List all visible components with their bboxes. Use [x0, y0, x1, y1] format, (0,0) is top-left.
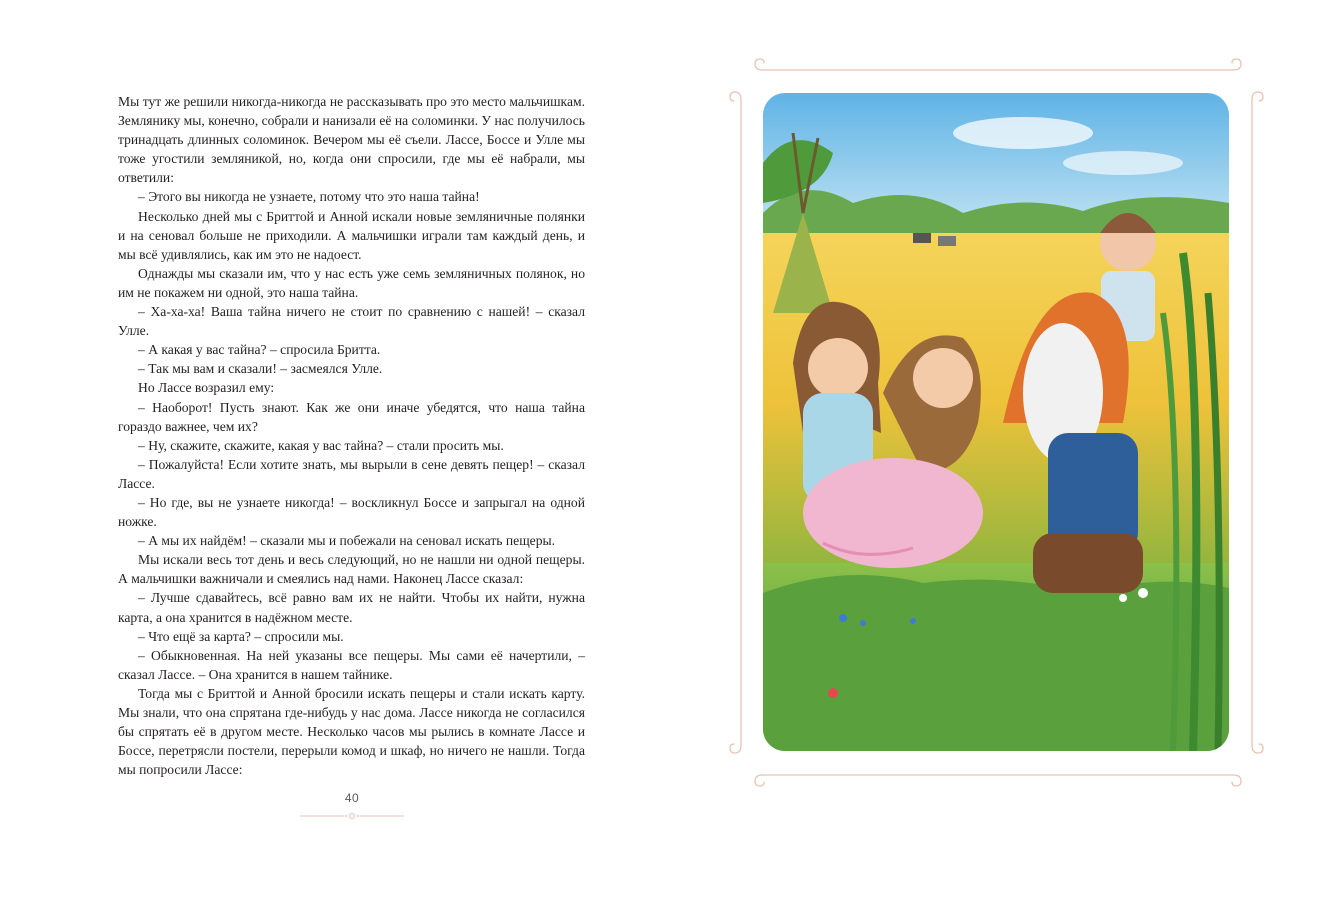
paragraph: – Этого вы никогда не узнаете, потому что это наша тайна! — [138, 189, 480, 205]
children-in-meadow-illustration — [763, 93, 1229, 751]
illustration-art — [763, 93, 1229, 751]
paragraph: Несколько дней мы с Бриттой и Анной искали новые земляничные полянки и на сеновал больше не приходили. А мальчишки играли там каждый день, и мы всё удивлялись, как им это не надоест. — [118, 208, 585, 262]
paragraph: – Но где, вы не узнаете никогда! – воскликнул Боссе и запрыгал на одной ножке. — [118, 494, 585, 530]
paragraph: – А какая у вас тайна? – спросила Бритта. — [138, 342, 381, 358]
paragraph: Но Лассе возразил ему: — [138, 380, 275, 396]
paragraph: – Так мы вам и сказали! – засмеялся Улле. — [138, 361, 383, 377]
paragraph: – Что ещё за карта? – спросили мы. — [138, 628, 344, 644]
paragraph: Тогда мы с Бриттой и Анной бросили искать пещеры и стали искать карту. Мы знали, что она спрятана где-нибудь у нас дома. Лассе никогда не согласился бы спрятать её в другом месте. Несколько часов мы рылись в комнате Лассе и Боссе, перетрясли постели, перерыли комод и шкаф, но ничего не нашли. Тогда мы попросили Лассе: — [118, 685, 585, 778]
paragraph: Мы тут же решили никогда-никогда не рассказывать про это место мальчишкам. Землянику мы, конечно, собрали и нанизали её на соломинки. У нас получилось тринадцать длинных соломинок. Вечером мы её съели. Лассе, Боссе и Улле мы тоже угостили земляникой, но, когда они спросили, где мы её набрали, мы ответили: — [118, 94, 585, 186]
paragraph: – Ну, скажите, скажите, какая у вас тайна? – стали просить мы. — [138, 437, 504, 453]
paragraph: – Обыкновенная. На ней указаны все пещеры. Мы сами её начертили, – сказал Лассе. – Она хранится в нашем тайнике. — [118, 647, 585, 682]
right-page — [663, 0, 1326, 900]
paragraph: Однажды мы сказали им, что у нас есть уже семь земляничных полянок, но им не покажем ни одной, это наша тайна. — [118, 265, 585, 300]
paragraph: – Ха-ха-ха! Ваша тайна ничего не стоит по сравнению с нашей! – сказал Улле. — [118, 304, 585, 339]
paragraph: – А мы их найдём! – сказали мы и побежали на сеновал искать пещеры. — [138, 533, 556, 549]
paragraph: – Пожалуйста! Если хотите знать, мы вырыли в сене девять пещер! – сказал Лассе. — [118, 456, 585, 491]
paragraph: – Лучше сдавайтесь, всё равно вам их не найти. Чтобы их найти, нужна карта, а она хранится в надёжном месте. — [118, 590, 585, 625]
page-number-ornament — [300, 812, 404, 820]
paragraph: Мы искали весь тот день и весь следующий, но не нашли ни одной пещеры. А мальчишки важничали и смеялись над нами. Наконец Лассе сказал: — [118, 552, 585, 587]
paragraph: – Наоборот! Пусть знают. Как же они иначе убедятся, что наша тайна гораздо важнее, чем их? — [118, 399, 585, 434]
page-number: 40 — [344, 791, 360, 805]
story-text — [118, 92, 585, 779]
